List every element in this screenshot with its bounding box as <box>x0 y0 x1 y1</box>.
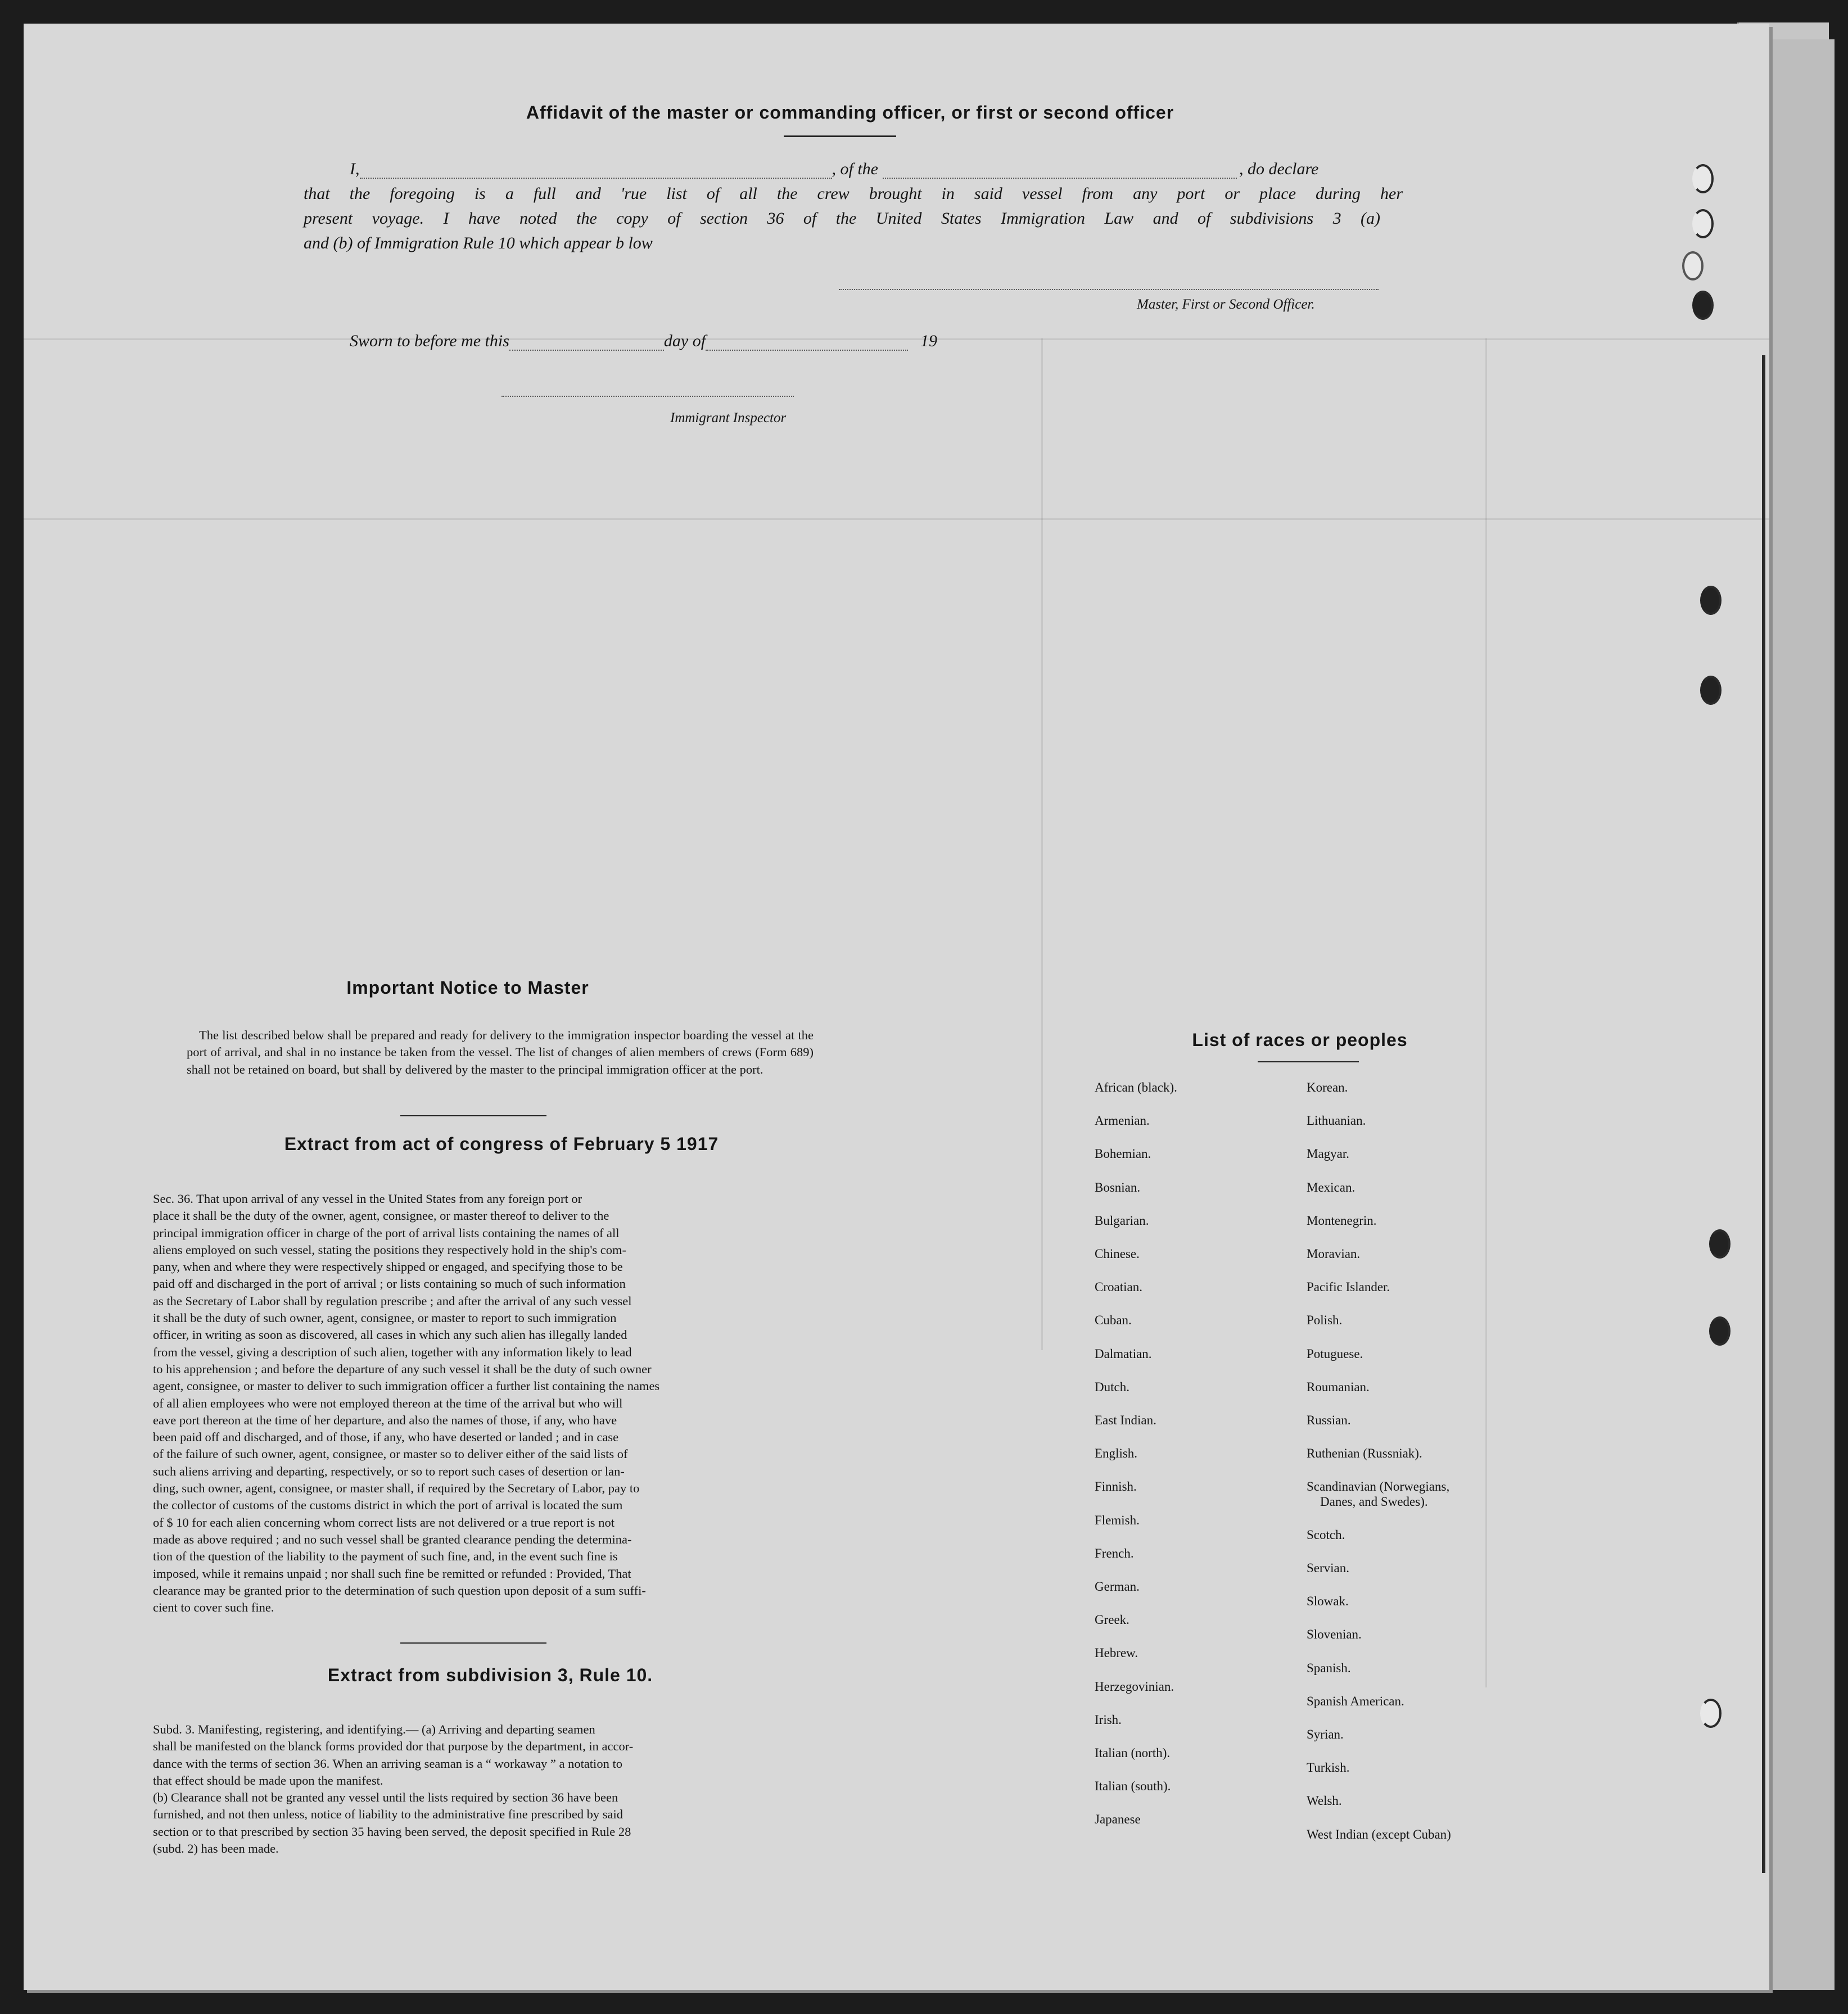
race-item: Moravian. <box>1307 1247 1361 1261</box>
punch-hole <box>1692 164 1714 193</box>
race-item: Mexican. <box>1307 1180 1355 1194</box>
race-item: English. <box>1095 1446 1138 1461</box>
race-item: Korean. <box>1307 1080 1348 1094</box>
punch-hole <box>1700 676 1722 705</box>
race-item: Cuban. <box>1095 1313 1132 1328</box>
race-item: Scotch. <box>1307 1527 1345 1542</box>
rule-extract-rule <box>400 1642 546 1644</box>
text-line: clearance may be granted prior to the determination of such question upon deposit of a sum suffi- <box>153 1583 646 1597</box>
race-item: Italian (north). <box>1095 1746 1171 1760</box>
race-item: East Indian. <box>1095 1413 1156 1427</box>
race-item: Potuguese. <box>1307 1346 1363 1361</box>
text-line: of all alien employees who were not employed thereon at the time of the arrival but who will <box>153 1396 623 1410</box>
text-line: pany, when and where they were respectively shipped or engaged, and specifying those to be <box>153 1260 623 1274</box>
text-line: Sec. 36. That upon arrival of any vessel in the United States from any foreign port or <box>153 1192 582 1206</box>
vessel-name-field[interactable] <box>883 178 1237 179</box>
punch-hole <box>1709 1316 1730 1346</box>
race-item: Polish. <box>1307 1313 1343 1328</box>
affidavit-declare-label: , do declare <box>1239 160 1319 178</box>
text-line: the collector of customs of the customs district in which the port of arrival is located the sum <box>153 1498 623 1513</box>
text-line: paid off and discharged in the port of arrival ; or lists containing so much of such information <box>153 1277 626 1291</box>
page-edge-line <box>1762 355 1765 1873</box>
race-item: Turkish. <box>1307 1760 1350 1775</box>
affidavit-line-1 <box>350 160 1318 179</box>
race-item: Spanish. <box>1307 1660 1351 1675</box>
race-item: Flemish. <box>1095 1513 1140 1527</box>
bleed-through-rule <box>1041 338 1043 1350</box>
race-item: Servian. <box>1307 1561 1350 1575</box>
signature-field[interactable] <box>839 288 1379 290</box>
race-item: Dutch. <box>1095 1379 1129 1394</box>
race-item: Montenegrin. <box>1307 1213 1377 1228</box>
notice-title: Important Notice to Master <box>346 977 589 998</box>
punch-hole <box>1700 1699 1722 1728</box>
underlying-sheet-2 <box>1771 39 1835 1990</box>
text-line: eave port thereon at the time of her departure, and also the names of those, if any, who have <box>153 1413 617 1427</box>
sworn-label: Sworn to before me this <box>350 332 509 350</box>
document-page <box>24 24 1769 1990</box>
punch-hole <box>1692 291 1714 320</box>
race-item: Syrian. <box>1307 1727 1344 1741</box>
notice-rule <box>400 1115 546 1116</box>
race-item: Spanish American. <box>1307 1694 1404 1708</box>
race-item: Bulgarian. <box>1095 1213 1149 1228</box>
race-item: Bosnian. <box>1095 1180 1141 1194</box>
text-line: to his apprehension ; and before the departure of any such vessel it shall be the duty of such owner <box>153 1361 652 1376</box>
race-item: Armenian. <box>1095 1114 1150 1128</box>
text-line: as the Secretary of Labor shall by regulation prescribe ; and after the arrival of any such vessel <box>153 1293 632 1308</box>
year-label: 19 <box>920 332 938 350</box>
race-item: German. <box>1095 1579 1140 1594</box>
race-item: Finnish. <box>1095 1479 1137 1494</box>
races-title-rule <box>1258 1061 1359 1062</box>
text-line: officer, in writing as soon as discovered, all cases in which any such alien has illegally landed <box>153 1328 627 1342</box>
punch-hole <box>1709 1229 1730 1259</box>
text-line: principal immigration officer in charge of the port of arrival lists containing the names of all <box>153 1225 620 1240</box>
affidavit-line-2: that the foregoing is a full and 'rue list of all the crew brought in said vessel from any port or place during her <box>304 184 1403 203</box>
race-item: Welsh. <box>1307 1794 1342 1808</box>
punch-hole <box>1682 251 1704 280</box>
punch-hole <box>1692 209 1714 238</box>
race-item: Japanese <box>1095 1812 1141 1827</box>
text-line: dance with the terms of section 36. When an arriving seaman is a “ workaway ” a notation to <box>153 1756 622 1771</box>
text-line: of $ 10 for each alien concerning whom correct lists are not delivered or a true report is not <box>153 1515 615 1529</box>
sworn-line <box>350 332 937 351</box>
race-item: Chinese. <box>1095 1247 1140 1261</box>
race-item: Roumanian. <box>1307 1379 1370 1394</box>
text-line: imposed, while it remains unpaid ; nor shall such fine be remitted or refunded : Provided, That <box>153 1566 631 1581</box>
text-line: that effect should be made upon the manifest. <box>153 1773 383 1787</box>
act-extract-title: Extract from act of congress of February 5 1917 <box>284 1134 719 1154</box>
text-line: (subd. 2) has been made. <box>153 1841 279 1856</box>
affidavit-i-label: I, <box>350 160 360 178</box>
affidavit-line-3: present voyage. I have noted the copy of section 36 of the United States Immigration Law and of subdivisions 3 (a) <box>304 209 1380 228</box>
race-item: Scandinavian (Norwegians, <box>1307 1479 1450 1494</box>
text-line: made as above required ; and no such vessel shall be granted clearance pending the determina- <box>153 1532 632 1546</box>
text-line: section or to that prescribed by section 35 having been served, the deposit specified in Rule 28 <box>153 1824 631 1839</box>
sworn-day-field[interactable] <box>509 350 664 351</box>
text-line: it shall be the duty of such owner, agent, consignee, or master to report to such immigration <box>153 1311 617 1325</box>
text-line: ding, such owner, agent, consignee, or master shall, if required by the Secretary of Labor, pay to <box>153 1481 640 1496</box>
race-item: French. <box>1095 1546 1134 1560</box>
act-extract-text <box>153 1191 814 1616</box>
text-line: shall be manifested on the blanck forms provided dor that purpose by the department, in accor- <box>153 1739 634 1754</box>
race-item: Hebrew. <box>1095 1646 1138 1660</box>
race-item: Russian. <box>1307 1413 1351 1427</box>
race-item: Slowak. <box>1307 1594 1349 1609</box>
race-item: Pacific Islander. <box>1307 1280 1390 1295</box>
text-line: from the vessel, giving a description of such alien, together with any information likely to lead <box>153 1345 632 1359</box>
bleed-through-rule <box>1485 338 1487 1687</box>
race-item: Greek. <box>1095 1613 1129 1627</box>
text-line: furnished, and not then unless, notice of liability to the administrative fine prescribed by said <box>153 1807 623 1822</box>
affidavit-line-4: and (b) of Immigration Rule 10 which appear b low <box>304 234 653 252</box>
notice-text: The list described below shall be prepared and ready for delivery to the immigration inspector boarding the vessel at the port of arrival, and shal in no instance be taken from the vessel. The list of changes of alien members of crews (Form 689) shall not be retained on board, but shall by delivered by the master to the principal immigration officer at the port. <box>187 1028 814 1076</box>
text-line: aliens employed on such vessel, stating the positions they respectively hold in the ship's com- <box>153 1242 627 1257</box>
race-item: Slovenian. <box>1307 1627 1362 1642</box>
text-line: agent, consignee, or master to deliver to such immigration officer a further list containing the names <box>153 1379 660 1393</box>
race-item: Croatian. <box>1095 1280 1142 1295</box>
sworn-month-field[interactable] <box>706 350 908 351</box>
race-item: Lithuanian. <box>1307 1114 1366 1128</box>
races-title: List of races or peoples <box>1192 1030 1408 1050</box>
race-item: Herzegovinian. <box>1095 1679 1174 1694</box>
affidavit-of-the-label: , of the <box>832 160 878 178</box>
text-line: of the failure of such owner, agent, consignee, or master so to deliver either of the said lists of <box>153 1447 628 1461</box>
signature-caption: Master, First or Second Officer. <box>1137 297 1315 312</box>
text-line: place it shall be the duty of the owner, agent, consignee, or master thereof to deliver to the <box>153 1209 609 1223</box>
race-item: Bohemian. <box>1095 1147 1151 1161</box>
text-line: such aliens arriving and departing, respectively, or so to report such cases of desertion or lan- <box>153 1464 625 1478</box>
race-item: West Indian (except Cuban) <box>1307 1827 1451 1841</box>
bleed-through-rule <box>24 518 1769 520</box>
rule-extract-title: Extract from subdivision 3, Rule 10. <box>327 1665 653 1685</box>
affidavit-title-rule <box>784 135 896 137</box>
race-item: Ruthenian (Russniak). <box>1307 1446 1422 1461</box>
race-item: African (black). <box>1095 1080 1177 1094</box>
affidavit-title: Affidavit of the master or commanding officer, or first or second officer <box>526 102 1174 123</box>
inspector-caption: Immigrant Inspector <box>670 410 787 426</box>
text-line: tion of the question of the liability to the payment of such fine, and, in the event such fine is <box>153 1549 618 1564</box>
text-line: been paid off and discharged, and of those, if any, who have deserted or landed ; and in case <box>153 1430 619 1445</box>
text-line: Subd. 3. Manifesting, registering, and identifying.— (a) Arriving and departing seamen <box>153 1722 595 1736</box>
text-line: (b) Clearance shall not be granted any vessel until the lists required by section 36 have been <box>153 1790 618 1805</box>
master-name-field[interactable] <box>360 178 832 179</box>
day-of-label: day of <box>663 332 706 350</box>
race-item: Dalmatian. <box>1095 1346 1152 1361</box>
rule-extract-text <box>153 1721 814 1857</box>
text-line: cient to cover such fine. <box>153 1600 274 1615</box>
race-item: Irish. <box>1095 1712 1122 1727</box>
race-item: Magyar. <box>1307 1147 1350 1161</box>
race-item: Danes, and Swedes). <box>1320 1494 1428 1509</box>
punch-hole <box>1700 586 1722 615</box>
inspector-signature-field[interactable] <box>501 395 794 397</box>
race-item: Italian (south). <box>1095 1779 1171 1794</box>
